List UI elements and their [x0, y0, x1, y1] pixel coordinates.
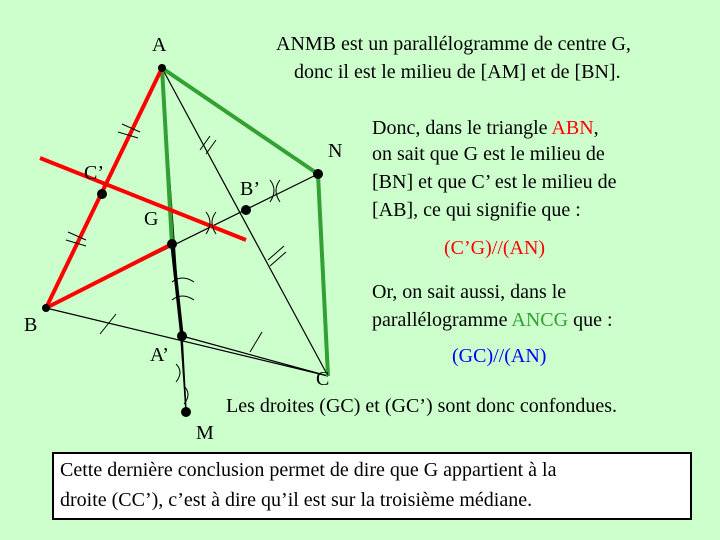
statement-line1: ANMB est un parallélogramme de centre G,	[276, 33, 631, 55]
point-G	[167, 239, 177, 249]
tick-NB-prime	[270, 180, 280, 202]
label-G: G	[144, 208, 159, 230]
side-NC	[318, 174, 328, 376]
reasoning1-line1-post: ,	[593, 117, 599, 139]
label-A: A	[152, 34, 167, 56]
final-box-line2: droite (CC’), c’est à dire qu’il est sur la troisième médiane.	[60, 489, 533, 511]
side-AB-red	[46, 68, 162, 308]
label-M: M	[196, 422, 214, 444]
triangle-ABN: ABN	[551, 117, 594, 139]
tick-GM	[250, 332, 262, 352]
point-Bprime	[241, 205, 251, 215]
label-C: C	[316, 368, 330, 390]
side-AG	[162, 68, 172, 244]
reasoning1-line1-pre: Donc, dans le triangle	[372, 117, 552, 139]
label-Bprime: B’	[240, 178, 260, 200]
reasoning1-line4: [AB], ce qui signifie que :	[372, 199, 581, 221]
point-B	[42, 304, 50, 312]
segment-BC	[46, 308, 328, 376]
reasoning1-line2: on sait que G est le milieu de	[372, 143, 605, 165]
label-B: B	[24, 314, 38, 336]
result-line: Les droites (GC) et (GC’) sont donc confondues.	[226, 395, 618, 417]
reasoning1-line3: [BN] et que C’ est le milieu de	[372, 171, 617, 193]
tick-GN	[268, 246, 286, 266]
segment-GB-red	[46, 244, 172, 308]
statement-line2: donc il est le milieu de [AM] et de [BN].	[294, 61, 621, 83]
point-Cprime	[97, 189, 107, 199]
final-conclusion-box	[52, 452, 692, 520]
segment-GAprime	[172, 244, 182, 336]
conclusion-CprimeG-parallel-AN: (C’G)//(AN)	[444, 237, 546, 259]
reasoning2-line2-post: que :	[568, 309, 613, 331]
line-CCprime-red	[40, 158, 246, 240]
segment-AprimeM	[182, 336, 186, 412]
point-A	[158, 64, 166, 72]
label-Cprime: C’	[84, 162, 104, 184]
point-N	[313, 169, 323, 179]
point-Aprime	[177, 331, 187, 341]
label-N: N	[328, 140, 343, 162]
tick-AN	[200, 136, 216, 154]
reasoning1-line1	[372, 116, 599, 140]
tick-Aprime-M	[176, 364, 188, 404]
conclusion-GC-parallel-AN: (GC)//(AN)	[452, 345, 547, 367]
point-M	[181, 407, 191, 417]
reasoning2-line1: Or, on sait aussi, dans le	[372, 281, 567, 303]
reasoning2-line2-pre: parallélogramme	[372, 309, 512, 331]
segment-AC	[162, 68, 328, 376]
parallelogram-ANCG: ANCG	[511, 309, 569, 331]
segment-AprimeC	[182, 336, 328, 376]
label-Aprime: A’	[150, 344, 169, 366]
final-box-line1: Cette dernière conclusion permet de dire que G appartient à la	[60, 459, 557, 481]
reasoning2-line2	[372, 308, 613, 332]
